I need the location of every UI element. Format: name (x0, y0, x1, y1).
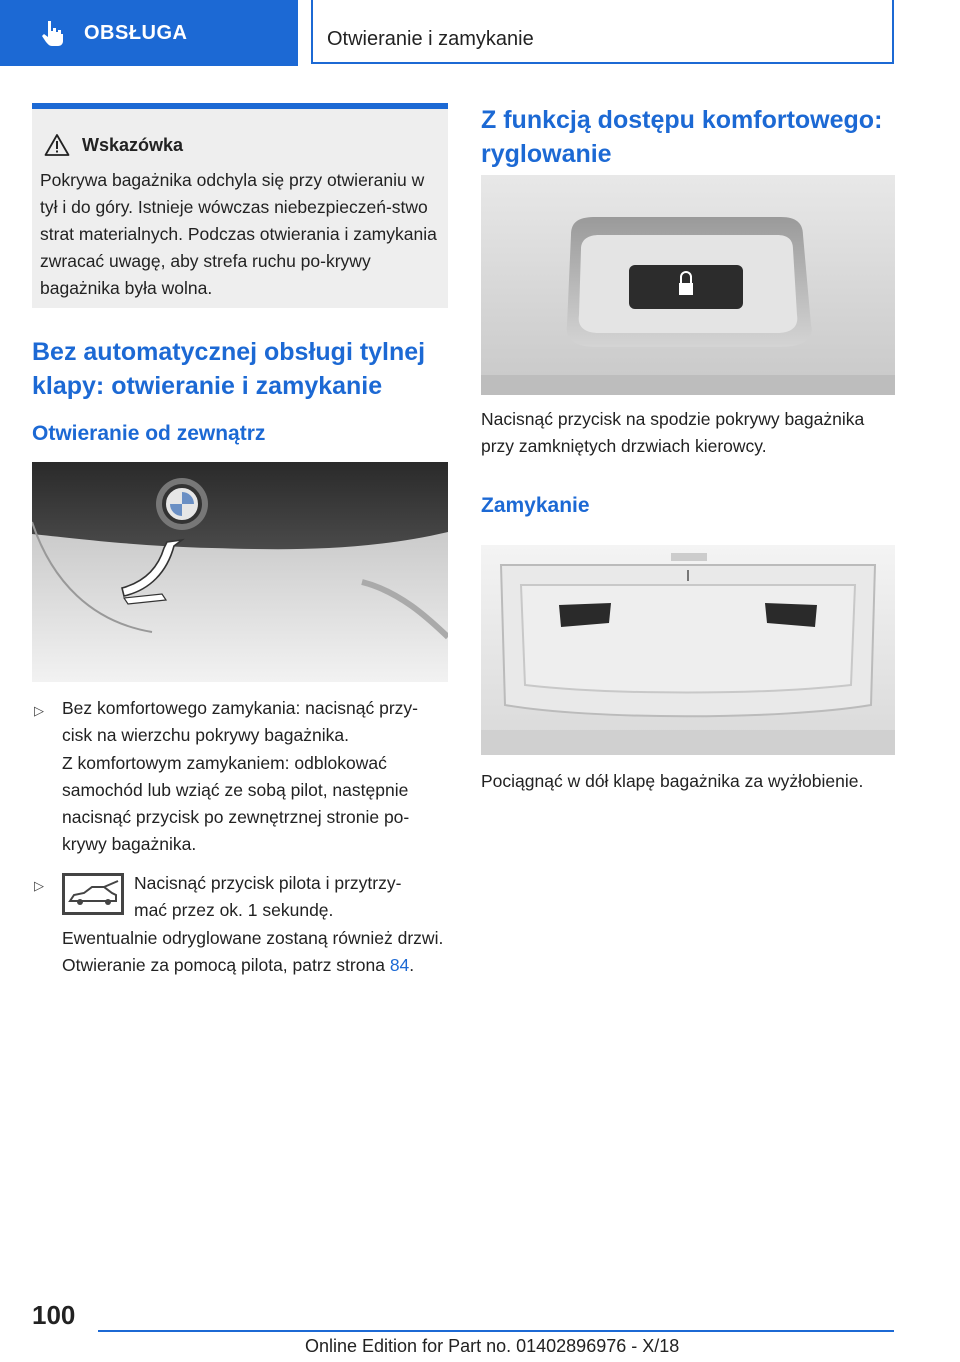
page-number: 100 (32, 1300, 76, 1330)
header-tab (0, 0, 298, 66)
section-title: Otwieranie i zamykanie (327, 28, 534, 50)
header-tab-label: OBSŁUGA (84, 21, 188, 44)
bullet-1-text-2: Z komfortowym zamykaniem: odblokować samochód lub wziąć ze sobą pilot, następnie nacisnąć przycisk po zewnętrznej stronie po-krywy bagażnika. (62, 753, 410, 854)
page-link[interactable]: 84 (389, 955, 410, 975)
header-title-box (311, 0, 894, 64)
bullet-marker-2: ▷ (34, 878, 44, 893)
subheading-open-outside: Otwieranie od zewnątrz (32, 422, 266, 445)
note-text: Pokrywa bagażnika odchyla się przy otwieraniu w tył i do góry. Istnieje wówczas niebezpieczeń-stwo strat materialnych. Podczas otwierania i zamykania zwracać uwagę, aby strefa ruchu po-krywy bagażnika była wolna. (40, 170, 437, 298)
bullet-2-text-2-suffix: . (409, 955, 415, 975)
warning-icon (44, 133, 70, 157)
note-title: Wskazówka (82, 134, 184, 155)
note-header (44, 133, 183, 157)
note-box (32, 103, 448, 308)
car-trunk-open-icon (62, 873, 124, 915)
trunk-grip-image (481, 545, 895, 755)
bullet-marker-1: ▷ (34, 703, 44, 718)
subheading-closing: Zamykanie (481, 494, 590, 517)
footer-edition: Online Edition for Part no. 01402896976 - X/18 (305, 1336, 680, 1356)
comfort-caption: Nacisnąć przycisk na spodzie pokrywy bagażnika przy zamkniętych drzwiach kierowcy. (481, 409, 865, 456)
comfort-access-heading: Z funkcją dostępu komfortowego: ryglowanie (481, 106, 883, 168)
footer-divider (98, 1330, 894, 1332)
lock-button-image (481, 175, 895, 395)
closing-caption: Pociągnąć w dół klapę bagażnika za wyżłobienie. (481, 771, 864, 791)
bullet-2-text-2-prefix: Ewentualnie odryglowane zostaną również drzwi. Otwieranie za pomocą pilota, patrz strona (62, 928, 444, 975)
bullet-1-text: Bez komfortowego zamykania: nacisnąć przy-cisk na wierzchu pokrywy bagażnika. (62, 698, 418, 745)
bullet-2-text-2 (62, 925, 448, 979)
hand-pointer-icon (38, 18, 68, 48)
trunk-emblem-image (32, 462, 448, 682)
bullet-2-text: Nacisnąć przycisk pilota i przytrzy-mać przez ok. 1 sekundę. (134, 873, 402, 920)
main-heading: Bez automatycznej obsługi tylnej klapy: otwieranie i zamykanie (32, 338, 426, 400)
